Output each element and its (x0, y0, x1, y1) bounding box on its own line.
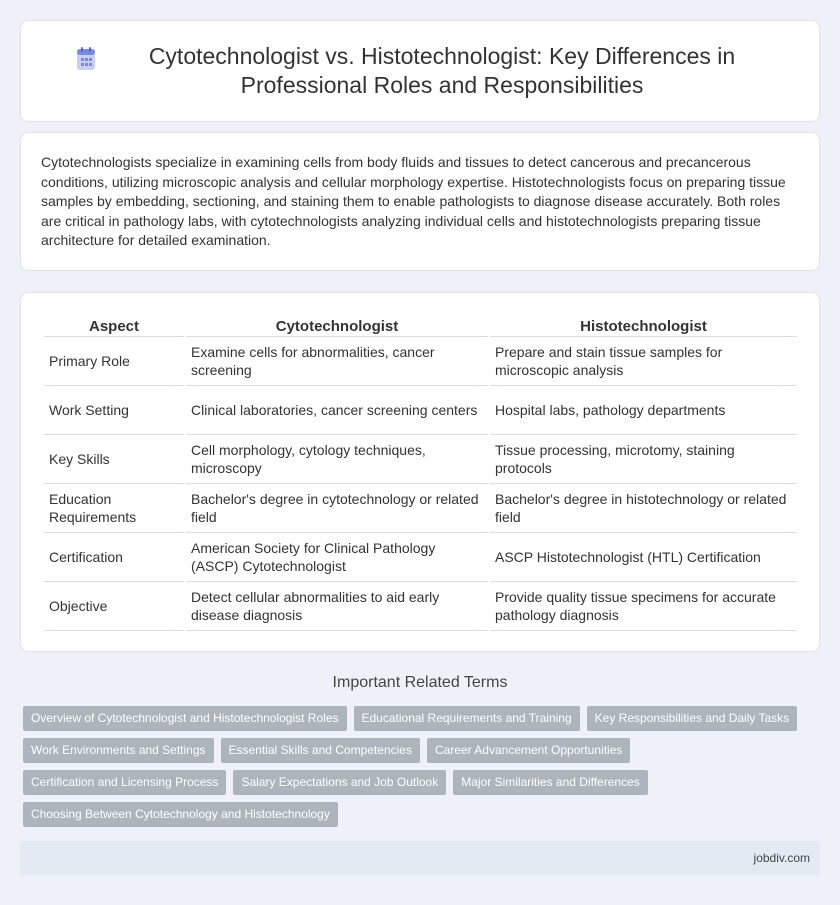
title-wrap (73, 42, 767, 100)
table-row (44, 386, 797, 435)
comparison-table (42, 309, 799, 631)
table-row (44, 337, 797, 386)
cell-aspect: Education Requirements (44, 484, 184, 533)
tag-row (23, 706, 823, 731)
cell-aspect: Objective (44, 582, 184, 631)
related-term-tag[interactable]: Educational Requirements and Training (354, 706, 580, 731)
cell-cyto: American Society for Clinical Pathology (ASCP) Cytotechnologist (186, 533, 488, 582)
related-term-tag[interactable]: Work Environments and Settings (23, 738, 214, 763)
tag-row (23, 738, 823, 763)
cell-histo: Hospital labs, pathology departments (490, 386, 797, 435)
footer (20, 841, 820, 875)
cell-cyto: Cell morphology, cytology techniques, microscopy (186, 435, 488, 484)
tag-row (23, 770, 823, 795)
related-term-tag[interactable]: Essential Skills and Competencies (221, 738, 420, 763)
related-term-tag[interactable]: Choosing Between Cytotechnology and Histotechnology (23, 802, 338, 827)
cell-histo: Bachelor's degree in histotechnology or related field (490, 484, 797, 533)
related-term-tag[interactable]: Career Advancement Opportunities (427, 738, 630, 763)
related-term-tag[interactable]: Overview of Cytotechnologist and Histotechnologist Roles (23, 706, 347, 731)
table-header-row (44, 309, 797, 337)
document-icon (73, 46, 99, 72)
footer-site-link[interactable]: jobdiv.com (753, 851, 810, 865)
cell-aspect: Key Skills (44, 435, 184, 484)
table-row (44, 582, 797, 631)
title-card (20, 20, 820, 122)
related-term-tag[interactable]: Certification and Licensing Process (23, 770, 226, 795)
comparison-card (20, 292, 820, 652)
tag-row (23, 802, 823, 827)
intro-paragraph: Cytotechnologists specialize in examining cells from body fluids and tissues to detect cancerous and precancerous conditions, utilizing microscopic analysis and cellular morphology expertise. Histotechnologists focus on preparing tissue samples by embedding, sectioning, and staining them to enable pathologists to diagnose disease accurately. Both roles are critical in pathology labs, with cytotechnologists analyzing individual cells and histotechnologists preparing tissue architecture for detailed examination. (41, 154, 786, 249)
related-terms-title: Important Related Terms (332, 674, 508, 691)
cell-histo: Prepare and stain tissue samples for microscopic analysis (490, 337, 797, 386)
cell-aspect: Certification (44, 533, 184, 582)
related-term-tag[interactable]: Salary Expectations and Job Outlook (233, 770, 446, 795)
cell-aspect: Primary Role (44, 337, 184, 386)
related-term-tag[interactable]: Major Similarities and Differences (453, 770, 648, 795)
related-terms-list (23, 706, 823, 834)
cell-histo: Provide quality tissue specimens for accurate pathology diagnosis (490, 582, 797, 631)
intro-card (20, 132, 820, 271)
table-row (44, 484, 797, 533)
cell-cyto: Examine cells for abnormalities, cancer screening (186, 337, 488, 386)
cell-aspect: Work Setting (44, 386, 184, 435)
related-term-tag[interactable]: Key Responsibilities and Daily Tasks (587, 706, 798, 731)
page-title: Cytotechnologist vs. Histotechnologist: Key Differences in Professional Roles and Responsibilities (148, 43, 736, 98)
cell-cyto: Detect cellular abnormalities to aid early disease diagnosis (186, 582, 488, 631)
table-row (44, 533, 797, 582)
cell-histo: Tissue processing, microtomy, staining protocols (490, 435, 797, 484)
table-row (44, 435, 797, 484)
cell-cyto: Bachelor's degree in cytotechnology or related field (186, 484, 488, 533)
cell-cyto: Clinical laboratories, cancer screening centers (186, 386, 488, 435)
header-cytotechnologist: Cytotechnologist (186, 309, 488, 337)
header-histotechnologist: Histotechnologist (490, 309, 797, 337)
cell-histo: ASCP Histotechnologist (HTL) Certification (490, 533, 797, 582)
header-aspect: Aspect (44, 309, 184, 337)
